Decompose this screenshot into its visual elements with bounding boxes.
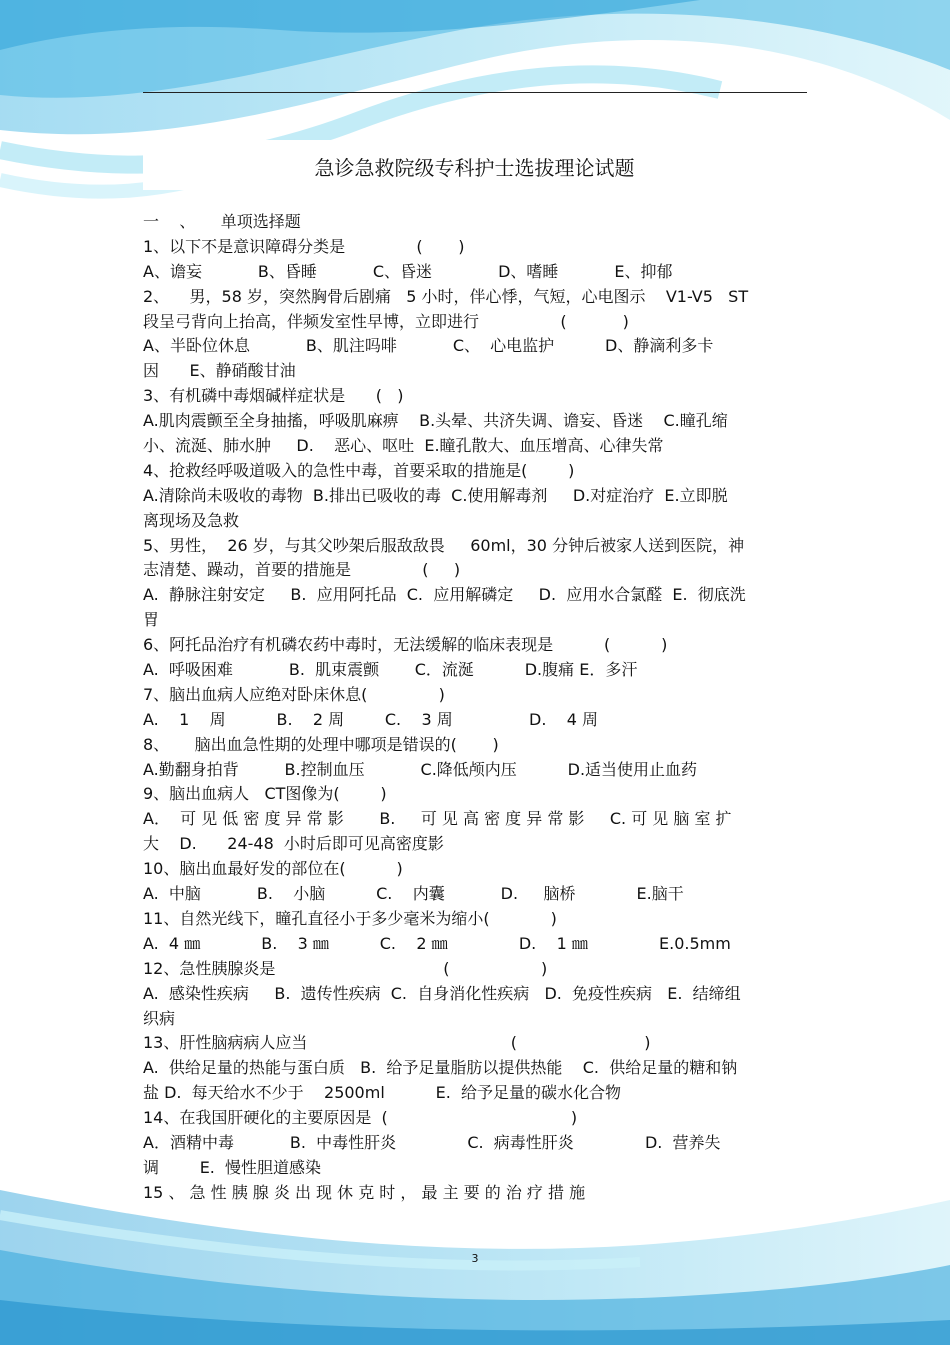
text-line: A.勤翻身拍背 B.控制血压 C.降低颅内压 D.适当使用止血药 — [143, 759, 698, 779]
text-line: 10、脑出血最好发的部位在( ) — [143, 859, 403, 879]
text-line: 离现场及急救 — [143, 510, 240, 530]
text-line: 3、有机磷中毒烟碱样症状是 ( ) — [143, 386, 404, 406]
text-line: A. 供给足量的热能与蛋白质 B. 给予足量脂肪以提供热能 C. 供给足量的糖和钠 — [143, 1058, 738, 1078]
text-line: 7、脑出血病人应绝对卧床休息( ) — [143, 684, 445, 704]
text-line: A. 感染性疾病 B. 遗传性疾病 C. 自身消化性疾病 D. 免疫性疾病 E. 结缔组 — [143, 983, 741, 1003]
text-line: 调 E. 慢性胆道感染 — [143, 1157, 322, 1177]
text-line: A. 1 周 B. 2 周 C. 3 周 D. 4 周 — [143, 709, 599, 729]
text-line: 6、阿托品治疗有机磷农药中毒时，无法缓解的临床表现是 ( ) — [143, 635, 668, 655]
header-rule — [143, 92, 807, 93]
text-line: A．酒精中毒 B. 中毒性肝炎 C. 病毒性肝炎 D. 营养失 — [143, 1132, 721, 1152]
page-number: 3 — [471, 1252, 479, 1265]
text-line: 1、以下不是意识障碍分类是 ( ) — [143, 236, 465, 256]
text-line: A.清除尚未吸收的毒物 B.排出已吸收的毒 C.使用解毒剂 D.对症治疗 E.立即脱 — [143, 485, 728, 505]
text-line: A. 中脑 B. 小脑 C. 内囊 D. 脑桥 E.脑干 — [143, 884, 684, 904]
text-line: A. 呼吸困难 B. 肌束震颤 C．流涎 D.腹痛 E．多汗 — [143, 660, 638, 680]
text-line: A. 静脉注射安定 B. 应用阿托品 C. 应用解磷定 D. 应用水合氯醛 E. 彻底洗 — [143, 585, 746, 605]
text-line: 盐 D. 每天给水不少于 2500ml E. 给予足量的碳水化合物 — [143, 1083, 621, 1103]
text-line: 14、在我国肝硬化的主要原因是 ( ) — [143, 1108, 578, 1128]
text-line: 11、自然光线下，瞳孔直径小于多少毫米为缩小( ) — [143, 908, 557, 928]
text-line: 4、抢救经呼吸道吸入的急性中毒，首要采取的措施是( ) — [143, 460, 575, 480]
text-line: 段呈弓背向上抬高，伴频发室性早博，立即进行 ( ) — [143, 311, 629, 331]
text-line: A． 可 见 低 密 度 异 常 影 B. 可 见 高 密 度 异 常 影 C. 可 见 脑 室 扩 — [143, 809, 732, 829]
text-line: 2、 男，58 岁，突然胸骨后剧痛 5 小时，伴心悸，气短，心电图示 V1-V5 ST — [143, 286, 749, 306]
question-list — [143, 210, 807, 1206]
text-line: 志清楚、躁动，首要的措施是 ( ) — [143, 560, 461, 580]
text-line: 因 E、静硝酸甘油 — [143, 361, 296, 381]
text-line: 胃 — [143, 610, 160, 630]
text-line: A、谵妄 B、昏睡 C、昏迷 D、嗜睡 E、抑郁 — [143, 261, 673, 281]
text-line: A.肌肉震颤至全身抽搐，呼吸肌麻痹 B.头晕、共济失调、谵妄、昏迷 C.瞳孔缩 — [143, 411, 728, 431]
text-line: 13、肝性脑病病人应当 ( ) — [143, 1033, 651, 1053]
text-line: 织病 — [143, 1008, 176, 1028]
text-line: 小、流涎、肺水肿 D. 恶心、呕吐 E.瞳孔散大、血压增高、心律失常 — [143, 436, 664, 456]
section-heading: 一 、 单项选择题 — [143, 212, 301, 231]
text-line: 9、脑出血病人 CT图像为( ) — [143, 784, 387, 804]
text-line: 15 、 急 性 胰 腺 炎 出 现 休 克 时 ， 最 主 要 的 治 疗 措 施 — [143, 1182, 586, 1202]
text-line: 8、 脑出血急性期的处理中哪项是错误的( ) — [143, 734, 499, 754]
text-line: 12、急性胰腺炎是 ( ) — [143, 958, 548, 978]
text-line: 5、男性， 26 岁，与其父吵架后服敌敌畏 60ml，30 分钟后被家人送到医院，神 — [143, 535, 745, 555]
exam-title: 急诊急救院级专科护士选拔理论试题 — [314, 156, 635, 180]
text-line: 大 D. 24-48 小时后即可见高密度影 — [143, 834, 444, 854]
text-line: A、半卧位休息 B、肌注吗啡 C、 心电监护 D、静滴利多卡 — [143, 336, 714, 356]
text-line: A. 4 ㎜ B. 3 ㎜ C. 2 ㎜ D. 1 ㎜ E.0.5mm — [143, 933, 731, 953]
title-box — [143, 140, 806, 190]
